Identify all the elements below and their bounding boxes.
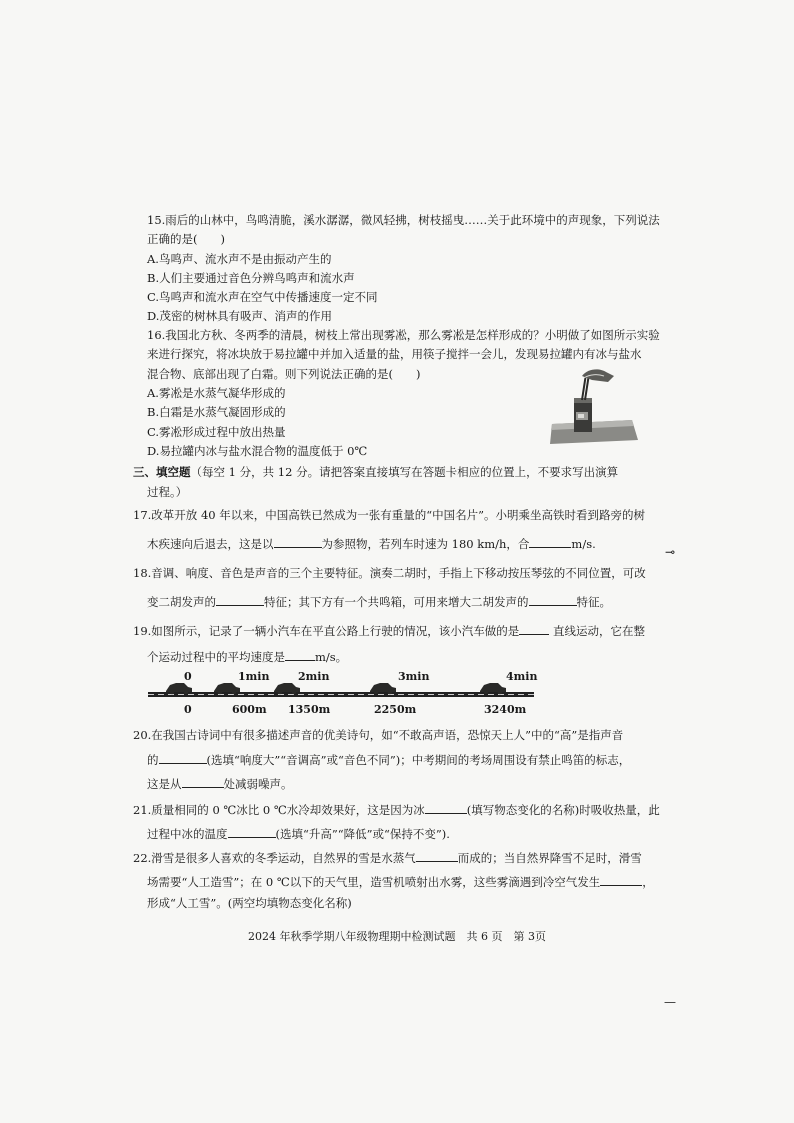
q16-stem-line1: 16.我国北方秋、冬两季的清晨，树枝上常出现雾凇，那么雾凇是怎样形成的？小明做了如图所示实验 [147, 328, 660, 342]
q19-time-0: 0 [184, 670, 192, 683]
q21-line2 [147, 825, 450, 842]
q15-option-c: C.鸟鸣声和流水声在空气中传播速度一定不同 [147, 290, 378, 304]
q15-stem-line1: 15.雨后的山林中，鸟鸣清脆，溪水潺潺，微风轻拂，树枝摇曳……关于此环境中的声现象，下列说法 [147, 213, 660, 227]
q15-stem-line2: 正确的是( ) [147, 232, 225, 246]
q22-line2 [147, 873, 654, 890]
q21-blank-1[interactable] [425, 801, 467, 814]
q20-blank-1[interactable] [159, 751, 207, 764]
q21-text-c: 过程中冰的温度 [147, 827, 228, 841]
q19-time-1: 1min [238, 670, 270, 683]
q19-text-d: m/s。 [315, 650, 348, 664]
q19-text-c: 个运动过程中的平均速度是 [147, 650, 285, 664]
q21-text-d: (选填“升高”“降低”或“保持不变”). [275, 827, 450, 841]
q17-text-c: m/s. [571, 537, 596, 551]
q19-time-3: 3min [398, 670, 430, 683]
q16-option-a: A.雾凇是水蒸气凝华形成的 [147, 386, 286, 400]
q20-text-c: 这是从 [147, 777, 182, 791]
q21-text-a: 21.质量相同的 0 ℃冰比 0 ℃水冷却效果好，这是因为冰 [133, 803, 425, 817]
q18-text-a: 变二胡发声的 [147, 595, 216, 609]
scan-mark: ⊸ [665, 545, 676, 559]
q19-text-a: 19.如图所示，记录了一辆小汽车在平直公路上行驶的情况，该小汽车做的是 [133, 624, 520, 638]
q15-option-a: A.鸟鸣声、流水声不是由振动产生的 [147, 252, 332, 266]
q19-distance-2: 1350m [288, 703, 331, 716]
q20-text-a: 的 [147, 753, 159, 767]
q16-can-figure [548, 368, 640, 448]
section-3-header [133, 464, 618, 480]
q18-text-c: 特征。 [576, 595, 611, 609]
page-footer: 2024 年秋季学期八年级物理期中检测试题 共 6 页 第 3页 [248, 930, 546, 943]
q22-text-d: ， [642, 875, 654, 889]
q19-text-b: 直线运动，它在整 [549, 624, 645, 638]
q17-text-b: 为参照物，若列车时速为 180 km/h，合 [321, 537, 530, 551]
q16-option-b: B.白霜是水蒸气凝固形成的 [147, 405, 286, 419]
q20-line3 [147, 775, 293, 792]
q22-text-a: 22.滑雪是很多人喜欢的冬季运动，自然界的雪是水蒸气 [133, 851, 416, 865]
q16-stem-line2: 来进行探究，将冰块放于易拉罐中并加入适量的盐，用筷子搅拌一会儿，发现易拉罐内有冰与盐水 [147, 347, 642, 361]
q19-distance-0: 0 [184, 703, 192, 716]
section-3-desc-line1: （每空 1 分，共 12 分。请把答案直接填写在答题卡相应的位置上，不要求写出演算 [190, 465, 619, 479]
q18-line1: 18.音调、响度、音色是声音的三个主要特征。演奏二胡时，手指上下移动按压琴弦的不同位置，可改 [133, 566, 646, 580]
q20-text-b: (选填“响度大”“音调高”或“音色不同”)；中考期间的考场周围设有禁止鸣笛的标志， [206, 753, 631, 767]
q19-distance-3: 2250m [374, 703, 417, 716]
q17-blank-1[interactable] [274, 535, 322, 548]
q20-blank-2[interactable] [182, 775, 224, 788]
q19-time-2: 2min [298, 670, 330, 683]
section-3-desc-line2: 过程。） [147, 485, 188, 499]
q19-distance-1: 600m [232, 703, 267, 716]
q21-line1 [133, 801, 660, 818]
q18-text-b: 特征；其下方有一个共鸣箱，可用来增大二胡发声的 [264, 595, 529, 609]
q20-line1: 20.在我国古诗词中有很多描述声音的优美诗句，如“不敢高声语，恐惊天上人”中的“高”是指声音 [133, 728, 624, 742]
q19-distance-4: 3240m [484, 703, 527, 716]
q19-car-motion-figure [148, 670, 538, 718]
q17-line1: 17.改革开放 40 年以来，中国高铁已然成为一张有重量的“中国名片”。小明乘坐高铁时看到路旁的树 [133, 508, 645, 522]
q22-blank-1[interactable] [416, 849, 458, 862]
q20-text-d: 处减弱噪声。 [223, 777, 293, 791]
q19-time-4: 4min [506, 670, 538, 683]
scan-dash: — [664, 995, 676, 1009]
section-3-title: 三、填空题 [133, 465, 191, 479]
q17-line2 [147, 535, 596, 552]
q22-blank-2[interactable] [600, 873, 642, 886]
q22-text-c: 场需要“人工造雪”；在 0 ℃以下的天气里，造雪机喷射出水雾，这些雾滴遇到冷空气发生 [147, 875, 601, 889]
q19-blank-2[interactable] [285, 648, 315, 661]
q18-blank-1[interactable] [216, 593, 264, 606]
q17-text-a: 木疾速向后退去，这是以 [147, 537, 274, 551]
q22-text-b: 而成的；当自然界降雪不足时，滑雪 [457, 851, 642, 865]
q19-line2 [147, 648, 347, 665]
q22-line3: 形成“人工雪”。(两空均填物态变化名称) [147, 896, 352, 910]
q18-blank-2[interactable] [529, 593, 577, 606]
q15-option-d: D.茂密的树林具有吸声、消声的作用 [147, 309, 332, 323]
q21-text-b: (填写物态变化的名称)时吸收热量，此 [466, 803, 660, 817]
q19-blank-1[interactable] [519, 622, 549, 635]
q21-blank-2[interactable] [228, 825, 276, 838]
q18-line2 [147, 593, 611, 610]
q15-option-b: B.人们主要通过音色分辨鸟鸣声和流水声 [147, 271, 355, 285]
q17-blank-2[interactable] [529, 535, 571, 548]
q16-option-c: C.雾凇形成过程中放出热量 [147, 425, 286, 439]
q22-line1 [133, 849, 642, 866]
q16-option-d: D.易拉罐内冰与盐水混合物的温度低于 0℃ [147, 444, 368, 458]
q20-line2 [147, 751, 630, 768]
q16-stem-line3: 混合物、底部出现了白霜。则下列说法正确的是( ) [147, 367, 421, 381]
q19-line1 [133, 622, 645, 639]
